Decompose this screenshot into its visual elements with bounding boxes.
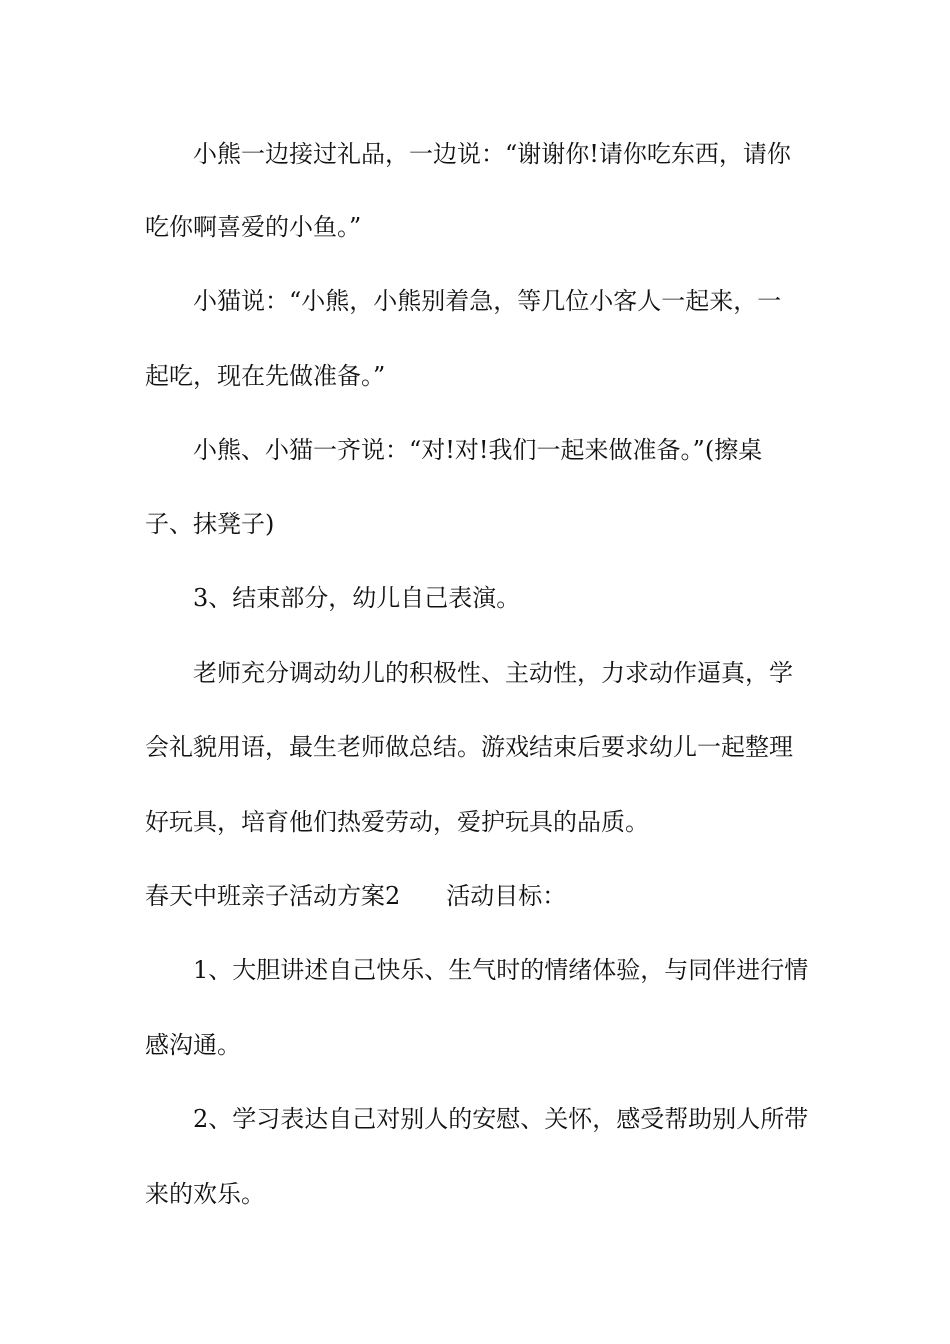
section-heading-line (145, 879, 810, 913)
paragraph-line: 子、抹凳子) (145, 510, 275, 538)
paragraph-line: 好玩具，培育他们热爱劳动，爱护玩具的品质。 (145, 808, 649, 836)
paragraph-line: 吃你啊喜爱的小鱼。” (145, 213, 362, 241)
paragraph-line: 老师充分调动幼儿的积极性、主动性，力求动作逼真，学 (193, 659, 793, 687)
paragraph-line: 2、学习表达自己对别人的安慰、关怀，感受帮助别人所带 (193, 1105, 809, 1133)
paragraph-line: 来的欢乐。 (145, 1180, 265, 1208)
section-subheading: 活动目标： (446, 882, 567, 910)
paragraph-line: 1、大胆讲述自己快乐、生气时的情绪体验，与同伴进行情 (193, 956, 809, 984)
section-title: 春天中班亲子活动方案2 (145, 882, 401, 910)
paragraph-line: 3、结束部分，幼儿自己表演。 (193, 584, 521, 612)
paragraph-line: 会礼貌用语，最生老师做总结。游戏结束后要求幼儿一起整理 (145, 733, 793, 761)
paragraph-line: 小熊一边接过礼品，一边说：“谢谢你!请你吃东西，请你 (193, 140, 791, 168)
paragraph-line: 感沟通。 (145, 1031, 241, 1059)
paragraph-line: 小猫说：“小熊，小熊别着急，等几位小客人一起来，一 (193, 287, 782, 315)
paragraph-line: 起吃，现在先做准备。” (145, 362, 386, 390)
paragraph-line: 小熊、小猫一齐说：“对!对!我们一起来做准备。”(擦桌 (193, 436, 763, 464)
